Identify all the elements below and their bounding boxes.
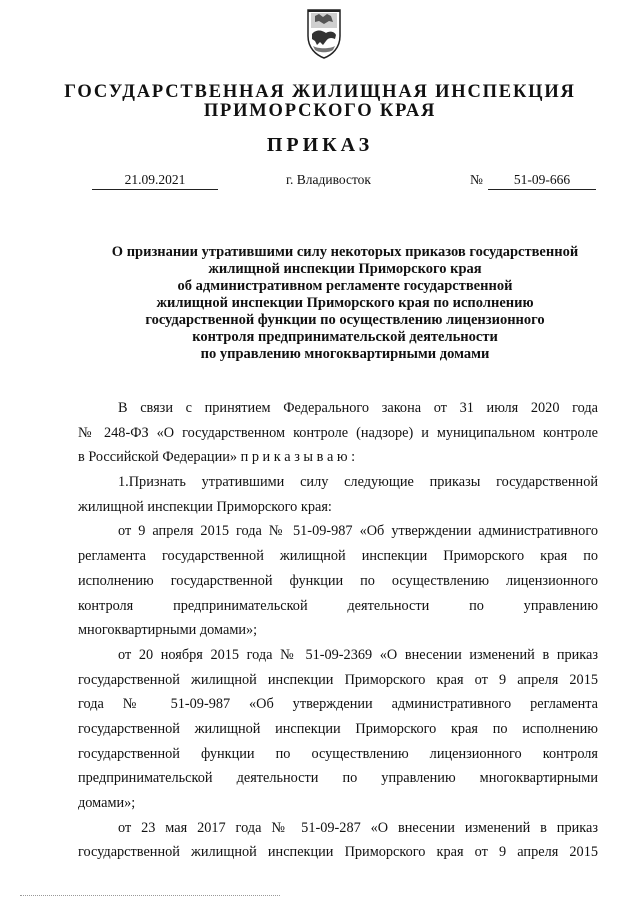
title-line: жилищной инспекции Приморского края по исполнению bbox=[156, 295, 534, 311]
body-line: регламента государственной жилищной инспекции Приморского края по bbox=[78, 548, 598, 565]
document-body bbox=[78, 396, 598, 865]
page-footer-rule bbox=[20, 895, 280, 896]
title-line: об административном регламенте государственной bbox=[177, 278, 513, 294]
title-line: О признании утратившими силу некоторых приказов государственной bbox=[111, 244, 579, 260]
body-line: в Российской Федерации» п р и к а з ы в а ю : bbox=[78, 449, 356, 466]
body-line: жилищной инспекции Приморского края: bbox=[78, 498, 332, 515]
organization-name-line2: ПРИМОРСКОГО КРАЯ bbox=[203, 101, 437, 121]
body-line: № 248-ФЗ «О государственном контроле (надзоре) и муниципальном контроле bbox=[78, 424, 598, 441]
body-line: 1.Признать утратившими силу следующие приказы государственной bbox=[118, 474, 598, 491]
coat-of-arms-icon bbox=[303, 8, 345, 60]
body-line: предпринимательской деятельности по управлению многоквартирными bbox=[78, 770, 598, 787]
body-line: контроля предпринимательской деятельности по управлению bbox=[78, 597, 598, 614]
document-date: 21.09.2021 bbox=[92, 172, 218, 190]
body-line: государственной жилищной инспекции Приморского края от 9 апреля 2015 bbox=[78, 671, 598, 688]
body-line: от 23 мая 2017 года № 51-09-287 «О внесении изменений в приказ bbox=[118, 819, 598, 836]
organization-name-line1: ГОСУДАРСТВЕННАЯ ЖИЛИЩНАЯ ИНСПЕКЦИЯ bbox=[64, 82, 576, 102]
body-line: государственной жилищной инспекции Приморского края от 9 апреля 2015 bbox=[78, 844, 598, 861]
document-type: ПРИКАЗ bbox=[266, 134, 374, 156]
body-line: государственной функции по осуществлению лицензионного контроля bbox=[78, 745, 598, 762]
body-line: исполнению государственной функции по осуществлению лицензионного bbox=[78, 572, 598, 589]
document-city: г. Владивосток bbox=[286, 172, 371, 187]
document-number: 51-09-666 bbox=[488, 172, 596, 190]
body-line: государственной жилищной инспекции Приморского края по исполнению bbox=[78, 720, 598, 737]
title-line: жилищной инспекции Приморского края bbox=[208, 261, 482, 277]
document-title bbox=[80, 244, 610, 363]
title-line: контроля предпринимательской деятельности bbox=[192, 329, 498, 345]
body-line: В связи с принятием Федерального закона от 31 июля 2020 года bbox=[118, 400, 598, 416]
number-label: № bbox=[470, 172, 483, 187]
body-line: многоквартирными домами»; bbox=[78, 622, 258, 639]
body-line: года № 51-09-987 «Об утверждении административного регламента bbox=[78, 696, 598, 713]
body-line: домами»; bbox=[78, 795, 136, 811]
body-line: от 20 ноября 2015 года № 51-09-2369 «О внесении изменений в приказ bbox=[118, 646, 598, 663]
body-line: от 9 апреля 2015 года № 51-09-987 «Об утверждении административного bbox=[118, 523, 598, 540]
title-line: государственной функции по осуществлению лицензионного bbox=[145, 312, 545, 328]
title-line: по управлению многоквартирными домами bbox=[200, 346, 490, 362]
